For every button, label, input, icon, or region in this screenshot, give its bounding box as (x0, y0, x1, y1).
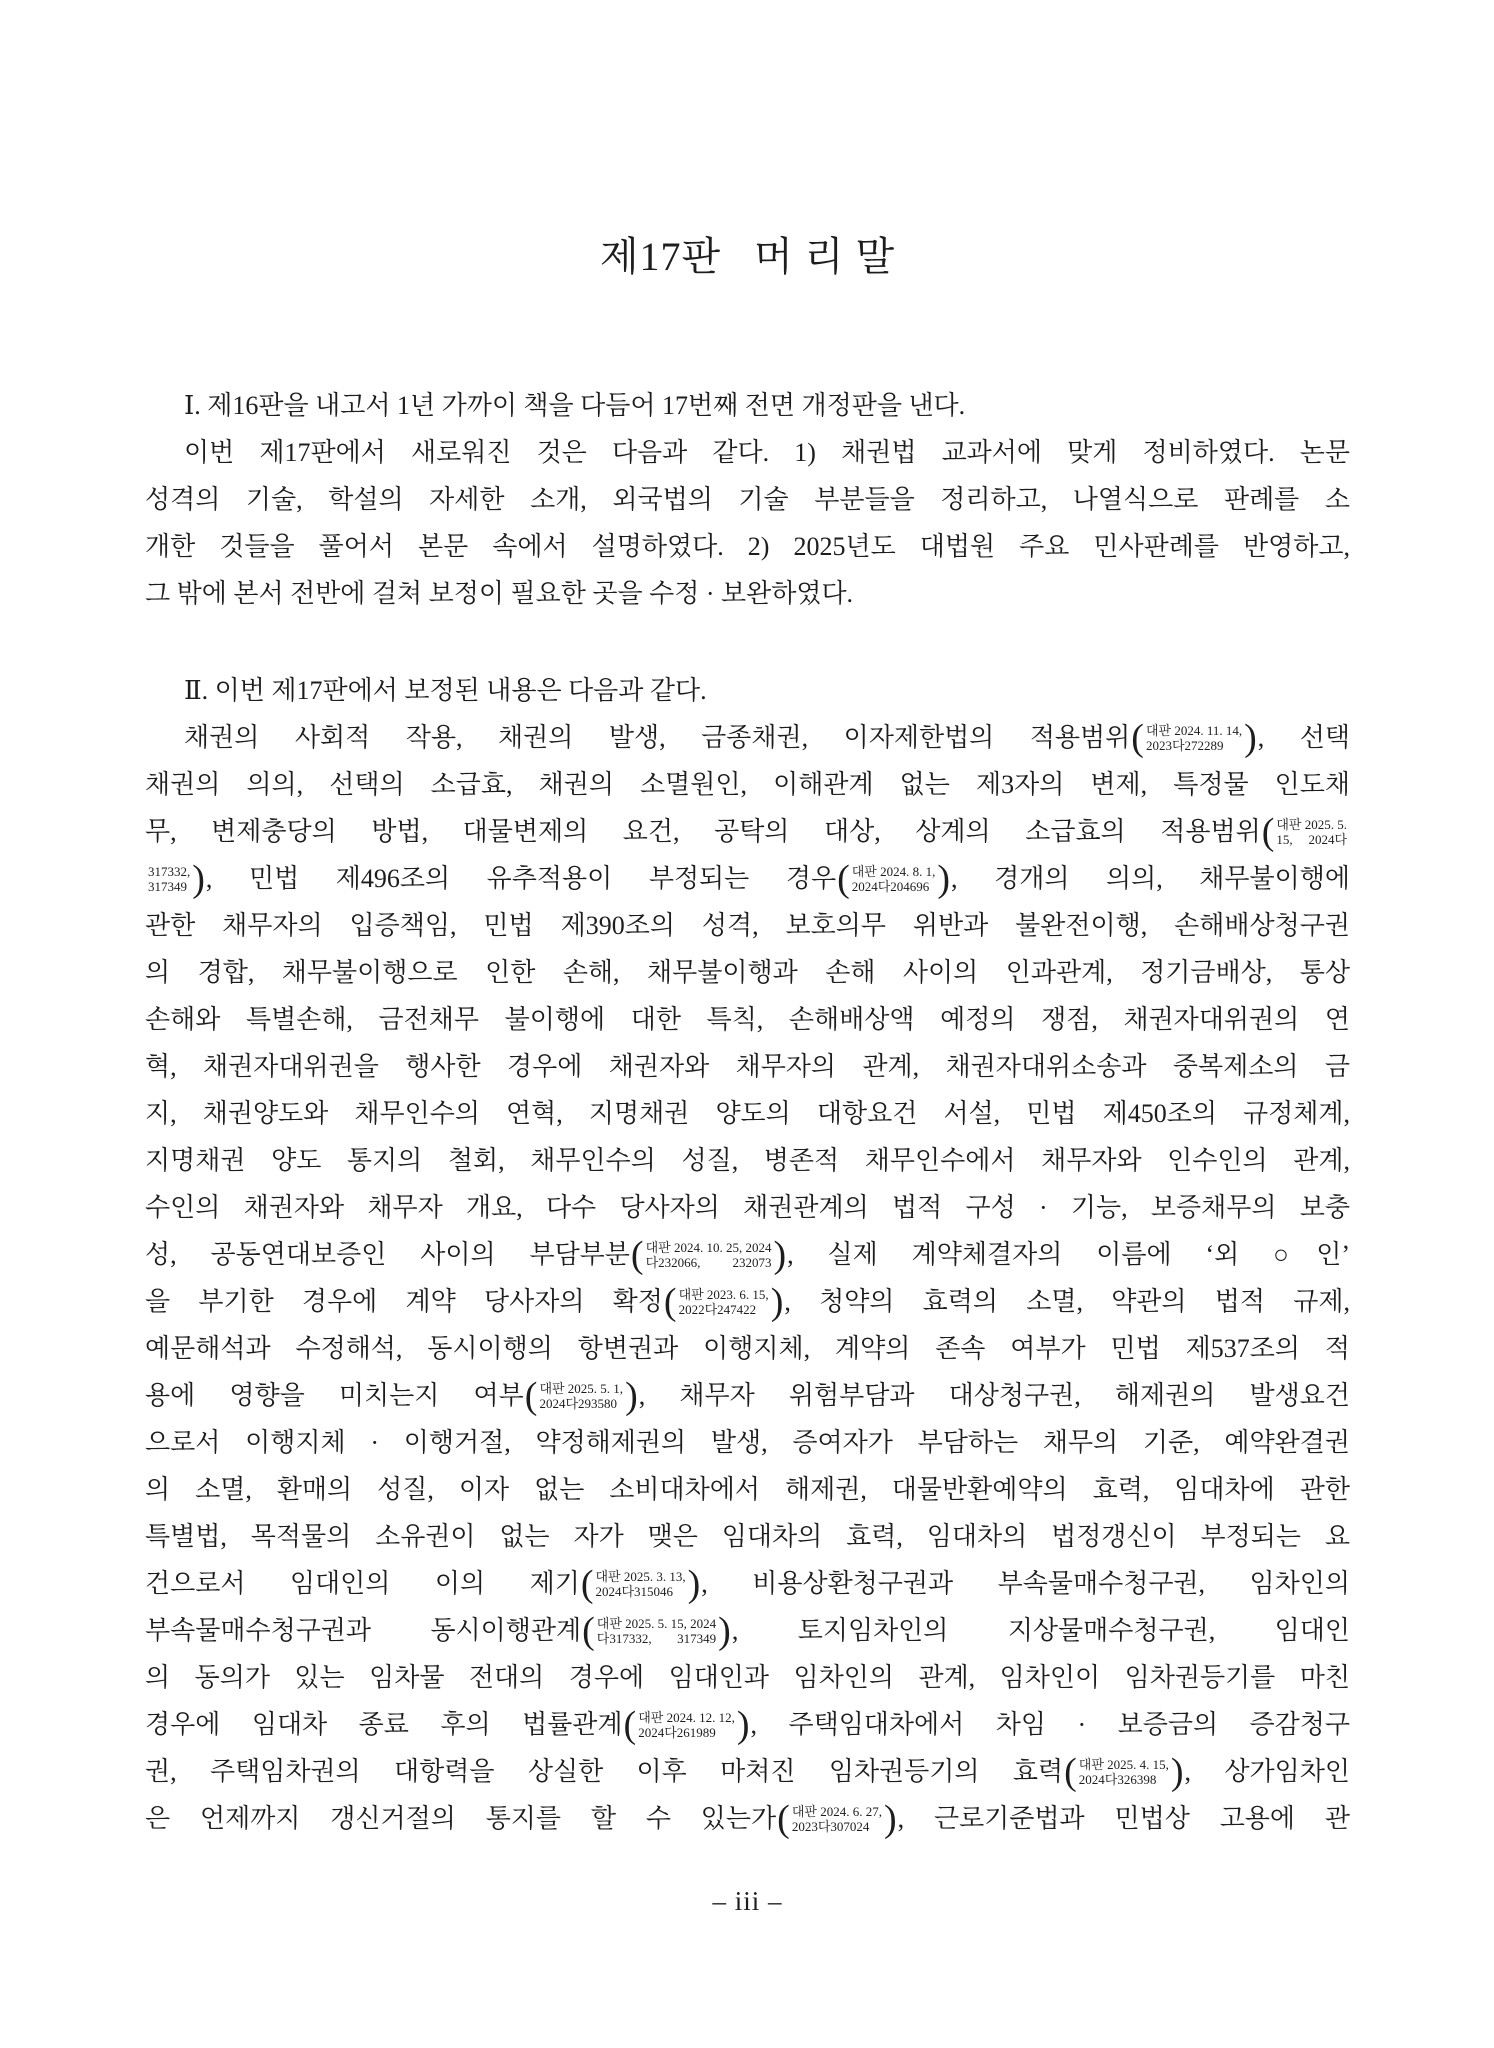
text-run: , 토지임차인의 지상물매수청구권, 임대인 (731, 1616, 1350, 1645)
text-line (145, 1043, 1350, 1090)
section-1 (145, 382, 1350, 617)
citation-text (850, 864, 938, 894)
citation-line-2: 다317332, 317349 (596, 1631, 717, 1647)
text-run: 수인의 채권자와 채무자 개요, 다수 당사자의 채권관계의 법적 구성 · 기능, 보증채무의 보충 (145, 1193, 1350, 1222)
text-run: 권, 주택임차권의 대항력을 상실한 이후 마쳐진 임차권등기의 효력 (145, 1757, 1064, 1786)
citation-line-1: 대판 2024. 10. 25, 2024 (645, 1240, 772, 1256)
text-run: 을 부기한 경우에 계약 당사자의 확정 (145, 1287, 663, 1316)
text-run: 은 언제까지 갱신거절의 통지를 할 수 있는가 (145, 1804, 777, 1833)
text-run: , 채무자 위험부담과 대상청구권, 해제권의 발생요건 (638, 1381, 1350, 1410)
text-line (145, 1701, 1350, 1748)
text-run: , 비용상환청구권과 부속물매수청구권, 임차인의 (701, 1569, 1350, 1598)
citation-line-1: 대판 2023. 6. 15, (678, 1287, 769, 1303)
case-citation (146, 858, 205, 901)
text-run: , 주택임대차에서 차임 · 보증금의 증감청구 (750, 1710, 1350, 1739)
citation-line-1: 대판 2025. 4. 15, (1078, 1757, 1169, 1773)
text-run: 의 소멸, 환매의 성질, 이자 없는 소비대차에서 해제권, 대물반환예약의 효력, 임대차에 관한 (145, 1475, 1350, 1504)
text-line (145, 1795, 1350, 1842)
text-line (145, 1419, 1350, 1466)
citation-line-1: 대판 2025. 5. (1276, 817, 1347, 833)
citation-line-1: 317332, (148, 864, 191, 880)
text-run: 으로서 이행지체 · 이행거절, 약정해제권의 발생, 증여자가 부담하는 채무의 기준, 예약완결권 (145, 1428, 1350, 1457)
citation-line-2: 15, 2024다 (1276, 832, 1347, 848)
citation-open-paren: ( (663, 1281, 677, 1324)
case-citation (630, 1234, 787, 1277)
text-line (145, 523, 1350, 570)
text-line (145, 1090, 1350, 1137)
citation-close-paren: ) (687, 1563, 701, 1606)
text-line (145, 761, 1350, 808)
text-line (145, 949, 1350, 996)
text-run: 관한 채무자의 입증책임, 민법 제390조의 성격, 보호의무 위반과 불완전이행, 손해배상청구권 (145, 911, 1350, 940)
case-citation (663, 1281, 784, 1324)
citation-close-paren: ) (1244, 717, 1257, 760)
case-citation (580, 1563, 701, 1606)
text-line (145, 570, 1350, 617)
citation-line-1: 대판 2024. 8. 1, (851, 864, 936, 880)
text-block (145, 0, 1350, 1842)
citation-text (1144, 723, 1244, 753)
citation-close-paren: ) (625, 1375, 638, 1418)
citation-text (146, 864, 192, 894)
citation-line-2: 317349 (148, 879, 187, 895)
citation-open-paren: ( (1064, 1751, 1077, 1794)
text-run: Ⅰ. 제16판을 내고서 1년 가까이 책을 다듬어 17번째 전면 개정판을 낸다. (184, 391, 966, 420)
citation-line-2: 2024다261989 (638, 1725, 716, 1741)
text-run: 부속물매수청구권과 동시이행관계 (145, 1616, 582, 1645)
citation-line-2: 2023다307024 (791, 1819, 870, 1835)
text-run: 용에 영향을 미치는지 여부 (145, 1381, 524, 1410)
citation-open-paren: ( (777, 1798, 790, 1841)
text-run: 채권의 의의, 선택의 소급효, 채권의 소멸원인, 이해관계 없는 제3자의 변제, 특정물 인도채 (145, 770, 1350, 799)
text-line (145, 996, 1350, 1043)
body-text (145, 382, 1350, 1842)
text-line (145, 714, 1350, 761)
text-line (145, 1137, 1350, 1184)
text-run: 성격의 기술, 학설의 자세한 소개, 외국법의 기술 부분들을 정리하고, 나열식으로 판례를 소 (145, 485, 1350, 514)
citation-line-1: 대판 2025. 5. 1, (539, 1381, 624, 1397)
text-line (145, 1231, 1350, 1278)
citation-line-1: 대판 2024. 12. 12, (638, 1710, 735, 1726)
citation-open-paren: ( (623, 1704, 637, 1747)
text-line (145, 1748, 1350, 1795)
text-line (145, 1654, 1350, 1701)
page-number: – iii – (712, 1886, 783, 1916)
text-run: 무, 변제충당의 방법, 대물변제의 요건, 공탁의 대상, 상계의 소급효의 적용범위 (145, 817, 1261, 846)
case-citation (1064, 1751, 1184, 1794)
citation-close-paren: ) (883, 1798, 897, 1841)
text-line (145, 902, 1350, 949)
text-run: 성, 공동연대보증인 사이의 부담부분 (145, 1240, 630, 1269)
text-line (145, 476, 1350, 523)
text-line (145, 855, 1350, 902)
text-run: 이번 제17판에서 새로워진 것은 다음과 같다. 1) 채권법 교과서에 맞게 정비하였다. 논문 (184, 438, 1350, 467)
text-run: 특별법, 목적물의 소유권이 없는 자가 맺은 임대차의 효력, 임대차의 법정갱신이 부정되는 요 (145, 1522, 1350, 1551)
citation-text (1077, 1757, 1171, 1787)
text-line (145, 808, 1350, 855)
case-citation (524, 1375, 638, 1418)
text-run: , 민법 제496조의 유추적용이 부정되는 경우 (205, 864, 837, 893)
citation-line-1: 대판 2024. 6. 27, (791, 1804, 882, 1820)
text-line (145, 1466, 1350, 1513)
citation-text (677, 1287, 771, 1317)
citation-open-paren: ( (1261, 811, 1275, 854)
citation-line-2: 2024다315046 (595, 1584, 674, 1600)
citation-line-2: 2024다293580 (539, 1396, 617, 1412)
text-run: 건으로서 임대인의 이의 제기 (145, 1569, 580, 1598)
citation-line-2: 2024다326398 (1078, 1772, 1157, 1788)
citation-line-2: 2022다247422 (678, 1302, 757, 1318)
citation-line-1: 대판 2024. 11. 14, (1145, 723, 1243, 739)
case-citation (1131, 717, 1257, 760)
citation-line-1: 대판 2025. 5. 15, 2024 (596, 1616, 717, 1632)
text-run: 개한 것들을 풀어서 본문 속에서 설명하였다. 2) 2025년도 대법원 주요 민사판례를 반영하고, (145, 532, 1350, 561)
citation-text (636, 1710, 737, 1740)
citation-text (790, 1804, 884, 1834)
citation-open-paren: ( (580, 1563, 594, 1606)
text-line (145, 1372, 1350, 1419)
citation-open-paren: ( (582, 1610, 595, 1653)
text-line (145, 1513, 1350, 1560)
citation-close-paren: ) (1170, 1751, 1184, 1794)
text-run: 예문해석과 수정해석, 동시이행의 항변권과 이행지체, 계약의 존속 여부가 민법 제537조의 적 (145, 1334, 1350, 1363)
text-run: , 근로기준법과 민법상 고용에 관 (897, 1804, 1350, 1833)
text-run: 지, 채권양도와 채무인수의 연혁, 지명채권 양도의 대항요건 서설, 민법 제450조의 규정체계, (145, 1099, 1350, 1128)
citation-text (644, 1240, 774, 1270)
text-run: 지명채권 양도 통지의 철회, 채무인수의 성질, 병존적 채무인수에서 채무자와 인수인의 관계, (145, 1146, 1350, 1175)
text-line (145, 1560, 1350, 1607)
citation-close-paren: ) (736, 1704, 750, 1747)
page-title: 제17판 머 리 말 (599, 234, 896, 279)
citation-open-paren: ( (524, 1375, 538, 1418)
citation-open-paren: ( (1131, 717, 1144, 760)
citation-close-paren: ) (192, 858, 205, 901)
text-run: 경우에 임대차 종료 후의 법률관계 (145, 1710, 623, 1739)
text-line (145, 1278, 1350, 1325)
citation-close-paren: ) (718, 1610, 731, 1653)
text-run: , 선택 (1257, 723, 1350, 752)
citation-open-paren: ( (630, 1234, 644, 1277)
text-run: 그 밖에 본서 전반에 걸쳐 보정이 필요한 곳을 수정 · 보완하였다. (145, 579, 854, 608)
text-line (145, 667, 1350, 714)
text-run: 손해와 특별손해, 금전채무 불이행에 대한 특칙, 손해배상액 예정의 쟁점, 채권자대위권의 연 (145, 1005, 1350, 1034)
text-run: Ⅱ. 이번 제17판에서 보정된 내용은 다음과 같다. (184, 676, 707, 705)
citation-close-paren: ) (773, 1234, 787, 1277)
case-citation (582, 1610, 731, 1653)
citation-line-2: 다232066, 232073 (645, 1255, 772, 1271)
case-citation (1261, 811, 1349, 854)
text-run: 의 경합, 채무불이행으로 인한 손해, 채무불이행과 손해 사이의 인과관계, 정기금배상, 통상 (145, 958, 1350, 987)
section-2 (145, 667, 1350, 1842)
text-run: 혁, 채권자대위권을 행사한 경우에 채권자와 채무자의 관계, 채권자대위소송과 중복제소의 금 (145, 1052, 1350, 1081)
text-run: , 실제 계약체결자의 이름에 ‘외 ○인’ (787, 1240, 1350, 1269)
citation-line-2: 2023다272289 (1145, 738, 1224, 754)
case-citation (837, 858, 951, 901)
citation-line-2: 2024다204696 (851, 879, 930, 895)
citation-open-paren: ( (837, 858, 850, 901)
text-line (145, 1607, 1350, 1654)
text-run: , 경개의 의의, 채무불이행에 (951, 864, 1350, 893)
citation-line-1: 대판 2025. 3. 13, (595, 1569, 686, 1585)
text-line (145, 1184, 1350, 1231)
text-run: , 상가임차인 (1184, 1757, 1350, 1786)
citation-close-paren: ) (770, 1281, 784, 1324)
citation-close-paren: ) (937, 858, 951, 901)
case-citation (777, 1798, 897, 1841)
citation-text (593, 1569, 687, 1599)
text-line (145, 429, 1350, 476)
citation-text (1274, 817, 1349, 847)
text-run: 의 동의가 있는 임차물 전대의 경우에 임대인과 임차인의 관계, 임차인이 임차권등기를 마친 (145, 1663, 1350, 1692)
citation-text (595, 1616, 718, 1646)
text-line (145, 382, 1350, 429)
text-line (145, 1325, 1350, 1372)
text-run: 채권의 사회적 작용, 채권의 발생, 금종채권, 이자제한법의 적용범위 (184, 723, 1131, 752)
citation-text (537, 1381, 625, 1411)
case-citation (623, 1704, 750, 1747)
text-run: , 청약의 효력의 소멸, 약관의 법적 규제, (784, 1287, 1350, 1316)
